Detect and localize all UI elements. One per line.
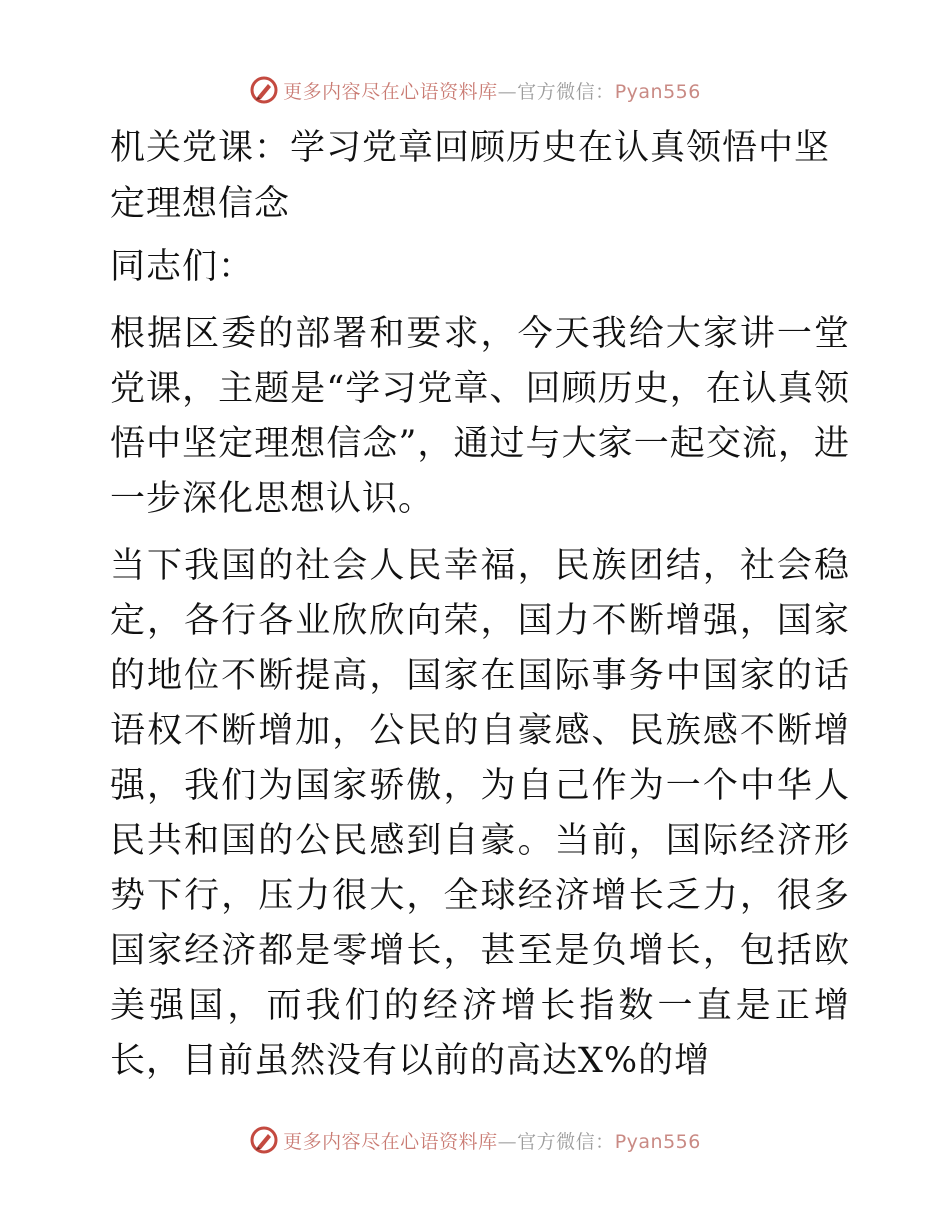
watermark-wechat-id: Pyan556 (614, 1130, 701, 1153)
watermark-separator: — (497, 80, 518, 103)
watermark-prefix: 更多内容尽在心语资料库 (283, 80, 498, 103)
watermark-wechat-id: Pyan556 (614, 80, 701, 103)
watermark-text (283, 77, 701, 104)
salutation: 同志们： (110, 247, 255, 287)
pen-circle-logo-icon (249, 75, 279, 105)
watermark-header (0, 72, 950, 108)
watermark-wechat-label: 官方微信： (517, 1130, 615, 1153)
paragraph-1: 根据区委的部署和要求，今天我给大家讲一堂党课，主题是“学习党章、回顾历史，在认真领悟中坚定理想信念”，通过与大家一起交流，进一步深化思想认识。 (110, 314, 850, 519)
document-body (98, 120, 850, 1101)
watermark-footer (0, 1122, 950, 1158)
pen-circle-logo-icon (249, 1125, 279, 1155)
paragraph-2: 当下我国的社会人民幸福，民族团结，社会稳定，各行各业欣欣向荣，国力不断增强，国家的地位不断提高，国家在国际事务中国家的话语权不断增加，公民的自豪感、民族感不断增强，我们为国家骄傲，为自己作为一个中华人民共和国的公民感到自豪。当前，国际经济形势下行，压力很大，全球经济增长乏力，很多国家经济都是零增长，甚至是负增长，包括欧美强国，而我们的经济增长指数一直是正增长，目前虽然没有以前的高达X%的增 (110, 546, 850, 1081)
watermark-separator: — (497, 1130, 518, 1153)
watermark-text (283, 1127, 701, 1154)
watermark-prefix: 更多内容尽在心语资料库 (283, 1130, 498, 1153)
watermark-wechat-label: 官方微信： (517, 80, 615, 103)
document-title: 机关党课：学习党章回顾历史在认真领悟中坚定理想信念 (110, 128, 831, 224)
